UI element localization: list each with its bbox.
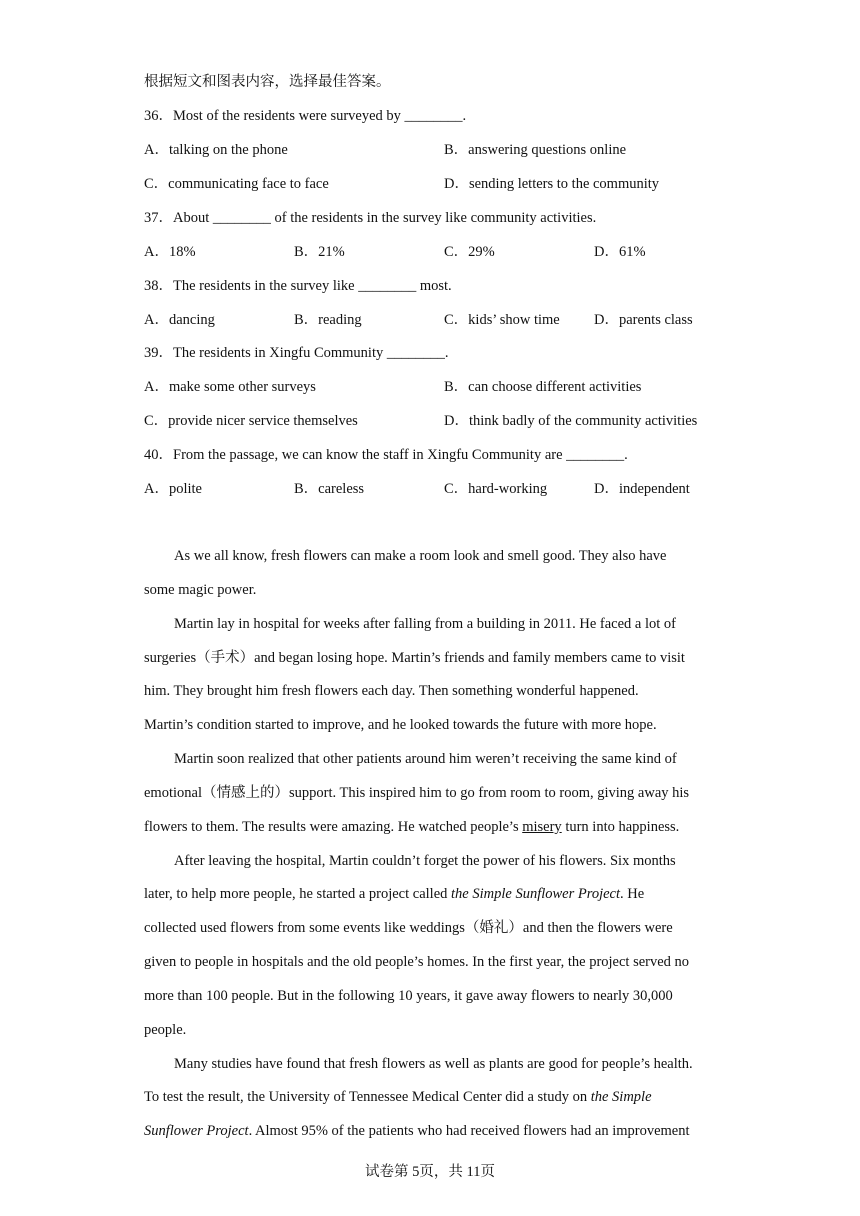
passage-p5-line-1: Many studies have found that fresh flowers as well as plants are good for people’s health. bbox=[174, 1056, 693, 1072]
passage-p3-line-3-before: flowers to them. The results were amazing. He watched people’s bbox=[144, 819, 523, 835]
project-name-italic: the Simple Sunflower Project bbox=[451, 886, 621, 902]
question-39-options-row-1 bbox=[144, 377, 844, 397]
passage-p4-line-5: more than 100 people. But in the following 10 years, it gave away flowers to nearly 30,000 bbox=[144, 988, 673, 1004]
passage-p5-line-3-after: . Almost 95% of the patients who had received flowers had an improvement bbox=[248, 1123, 690, 1139]
passage-p2-line-4: Martin’s condition started to improve, and he looked towards the future with more hope. bbox=[144, 717, 657, 733]
passage-p2-line-1: Martin lay in hospital for weeks after falling from a building in 2011. He faced a lot of bbox=[174, 616, 676, 632]
passage-p3-line-2: emotional（情感上的）support. This inspired him to go from room to room, giving away his bbox=[144, 785, 690, 801]
question-40-stem: 40．From the passage, we can know the staff in Xingfu Community are ________. bbox=[144, 447, 628, 463]
option-37-c: C．29% bbox=[444, 244, 495, 260]
option-36-a: A．talking on the phone bbox=[144, 142, 288, 158]
passage-p1-line-2: some magic power. bbox=[144, 582, 257, 598]
passage-p4-line-3: collected used flowers from some events like weddings（婚礼）and then the flowers were bbox=[144, 920, 673, 936]
option-40-b: B．careless bbox=[294, 481, 365, 497]
question-38-stem: 38．The residents in the survey like ________ most. bbox=[144, 278, 452, 294]
passage-p4-line-6: people. bbox=[144, 1022, 187, 1038]
option-37-b: B．21% bbox=[294, 244, 345, 260]
option-38-a: A．dancing bbox=[144, 312, 215, 328]
option-39-c: C．provide nicer service themselves bbox=[144, 413, 358, 429]
question-39-stem: 39．The residents in Xingfu Community ________. bbox=[144, 345, 449, 361]
option-39-a: A．make some other surveys bbox=[144, 379, 316, 395]
option-36-d: D．sending letters to the community bbox=[444, 176, 660, 192]
question-38-options bbox=[144, 310, 844, 330]
passage-p3-line-3-after: turn into happiness. bbox=[561, 819, 680, 835]
question-36-options-row-1 bbox=[144, 140, 844, 160]
question-37-options bbox=[144, 242, 844, 262]
option-37-a: A．18% bbox=[144, 244, 196, 260]
passage-p3-line-3 bbox=[144, 817, 679, 837]
passage-p4-line-2-after: . He bbox=[620, 886, 645, 902]
option-40-a: A．polite bbox=[144, 481, 202, 497]
passage-p5-line-2-before: To test the result, the University of Tennessee Medical Center did a study on bbox=[144, 1089, 591, 1105]
passage-p2-line-2: surgeries（手术）and began losing hope. Martin’s friends and family members came to visit bbox=[144, 650, 685, 666]
option-36-b: B．answering questions online bbox=[444, 142, 627, 158]
passage-p3-line-1: Martin soon realized that other patients around him weren’t receiving the same kind of bbox=[174, 751, 677, 767]
question-37-stem: 37．About ________ of the residents in the survey like community activities. bbox=[144, 210, 597, 226]
option-38-b: B．reading bbox=[294, 312, 362, 328]
passage-p4-line-1: After leaving the hospital, Martin couldn’t forget the power of his flowers. Six months bbox=[174, 853, 676, 869]
passage-p4-line-2 bbox=[144, 884, 644, 904]
question-40-options bbox=[144, 479, 844, 499]
project-name-italic-part-1: the Simple bbox=[590, 1089, 652, 1105]
underlined-word-misery: misery bbox=[522, 819, 562, 835]
passage-p4-line-2-before: later, to help more people, he started a project called bbox=[144, 886, 452, 902]
passage-p5-line-3 bbox=[144, 1121, 690, 1141]
option-40-c: C．hard-working bbox=[444, 481, 548, 497]
question-39-options-row-2 bbox=[144, 411, 844, 431]
option-36-c: C．communicating face to face bbox=[144, 176, 329, 192]
page-footer: 试卷第 5页，共 11页 bbox=[365, 1164, 495, 1180]
passage-p4-line-4: given to people in hospitals and the old people’s homes. In the first year, the project served no bbox=[144, 954, 690, 970]
option-39-b: B．can choose different activities bbox=[444, 379, 642, 395]
project-name-italic-part-2: Sunflower Project bbox=[144, 1123, 249, 1139]
option-39-d: D．think badly of the community activities bbox=[444, 413, 698, 429]
instruction: 根据短文和图表内容，选择最佳答案。 bbox=[144, 74, 391, 90]
option-38-d: D．parents class bbox=[594, 312, 693, 328]
question-36-options-row-2 bbox=[144, 174, 844, 194]
option-37-d: D．61% bbox=[594, 244, 646, 260]
passage-p5-line-2 bbox=[144, 1087, 652, 1107]
passage-p2-line-3: him. They brought him fresh flowers each day. Then something wonderful happened. bbox=[144, 683, 639, 699]
option-40-d: D．independent bbox=[594, 481, 690, 497]
passage-p1-line-1: As we all know, fresh flowers can make a room look and smell good. They also have bbox=[174, 548, 667, 564]
option-38-c: C．kids’ show time bbox=[444, 312, 560, 328]
question-36-stem: 36．Most of the residents were surveyed by ________. bbox=[144, 108, 467, 124]
